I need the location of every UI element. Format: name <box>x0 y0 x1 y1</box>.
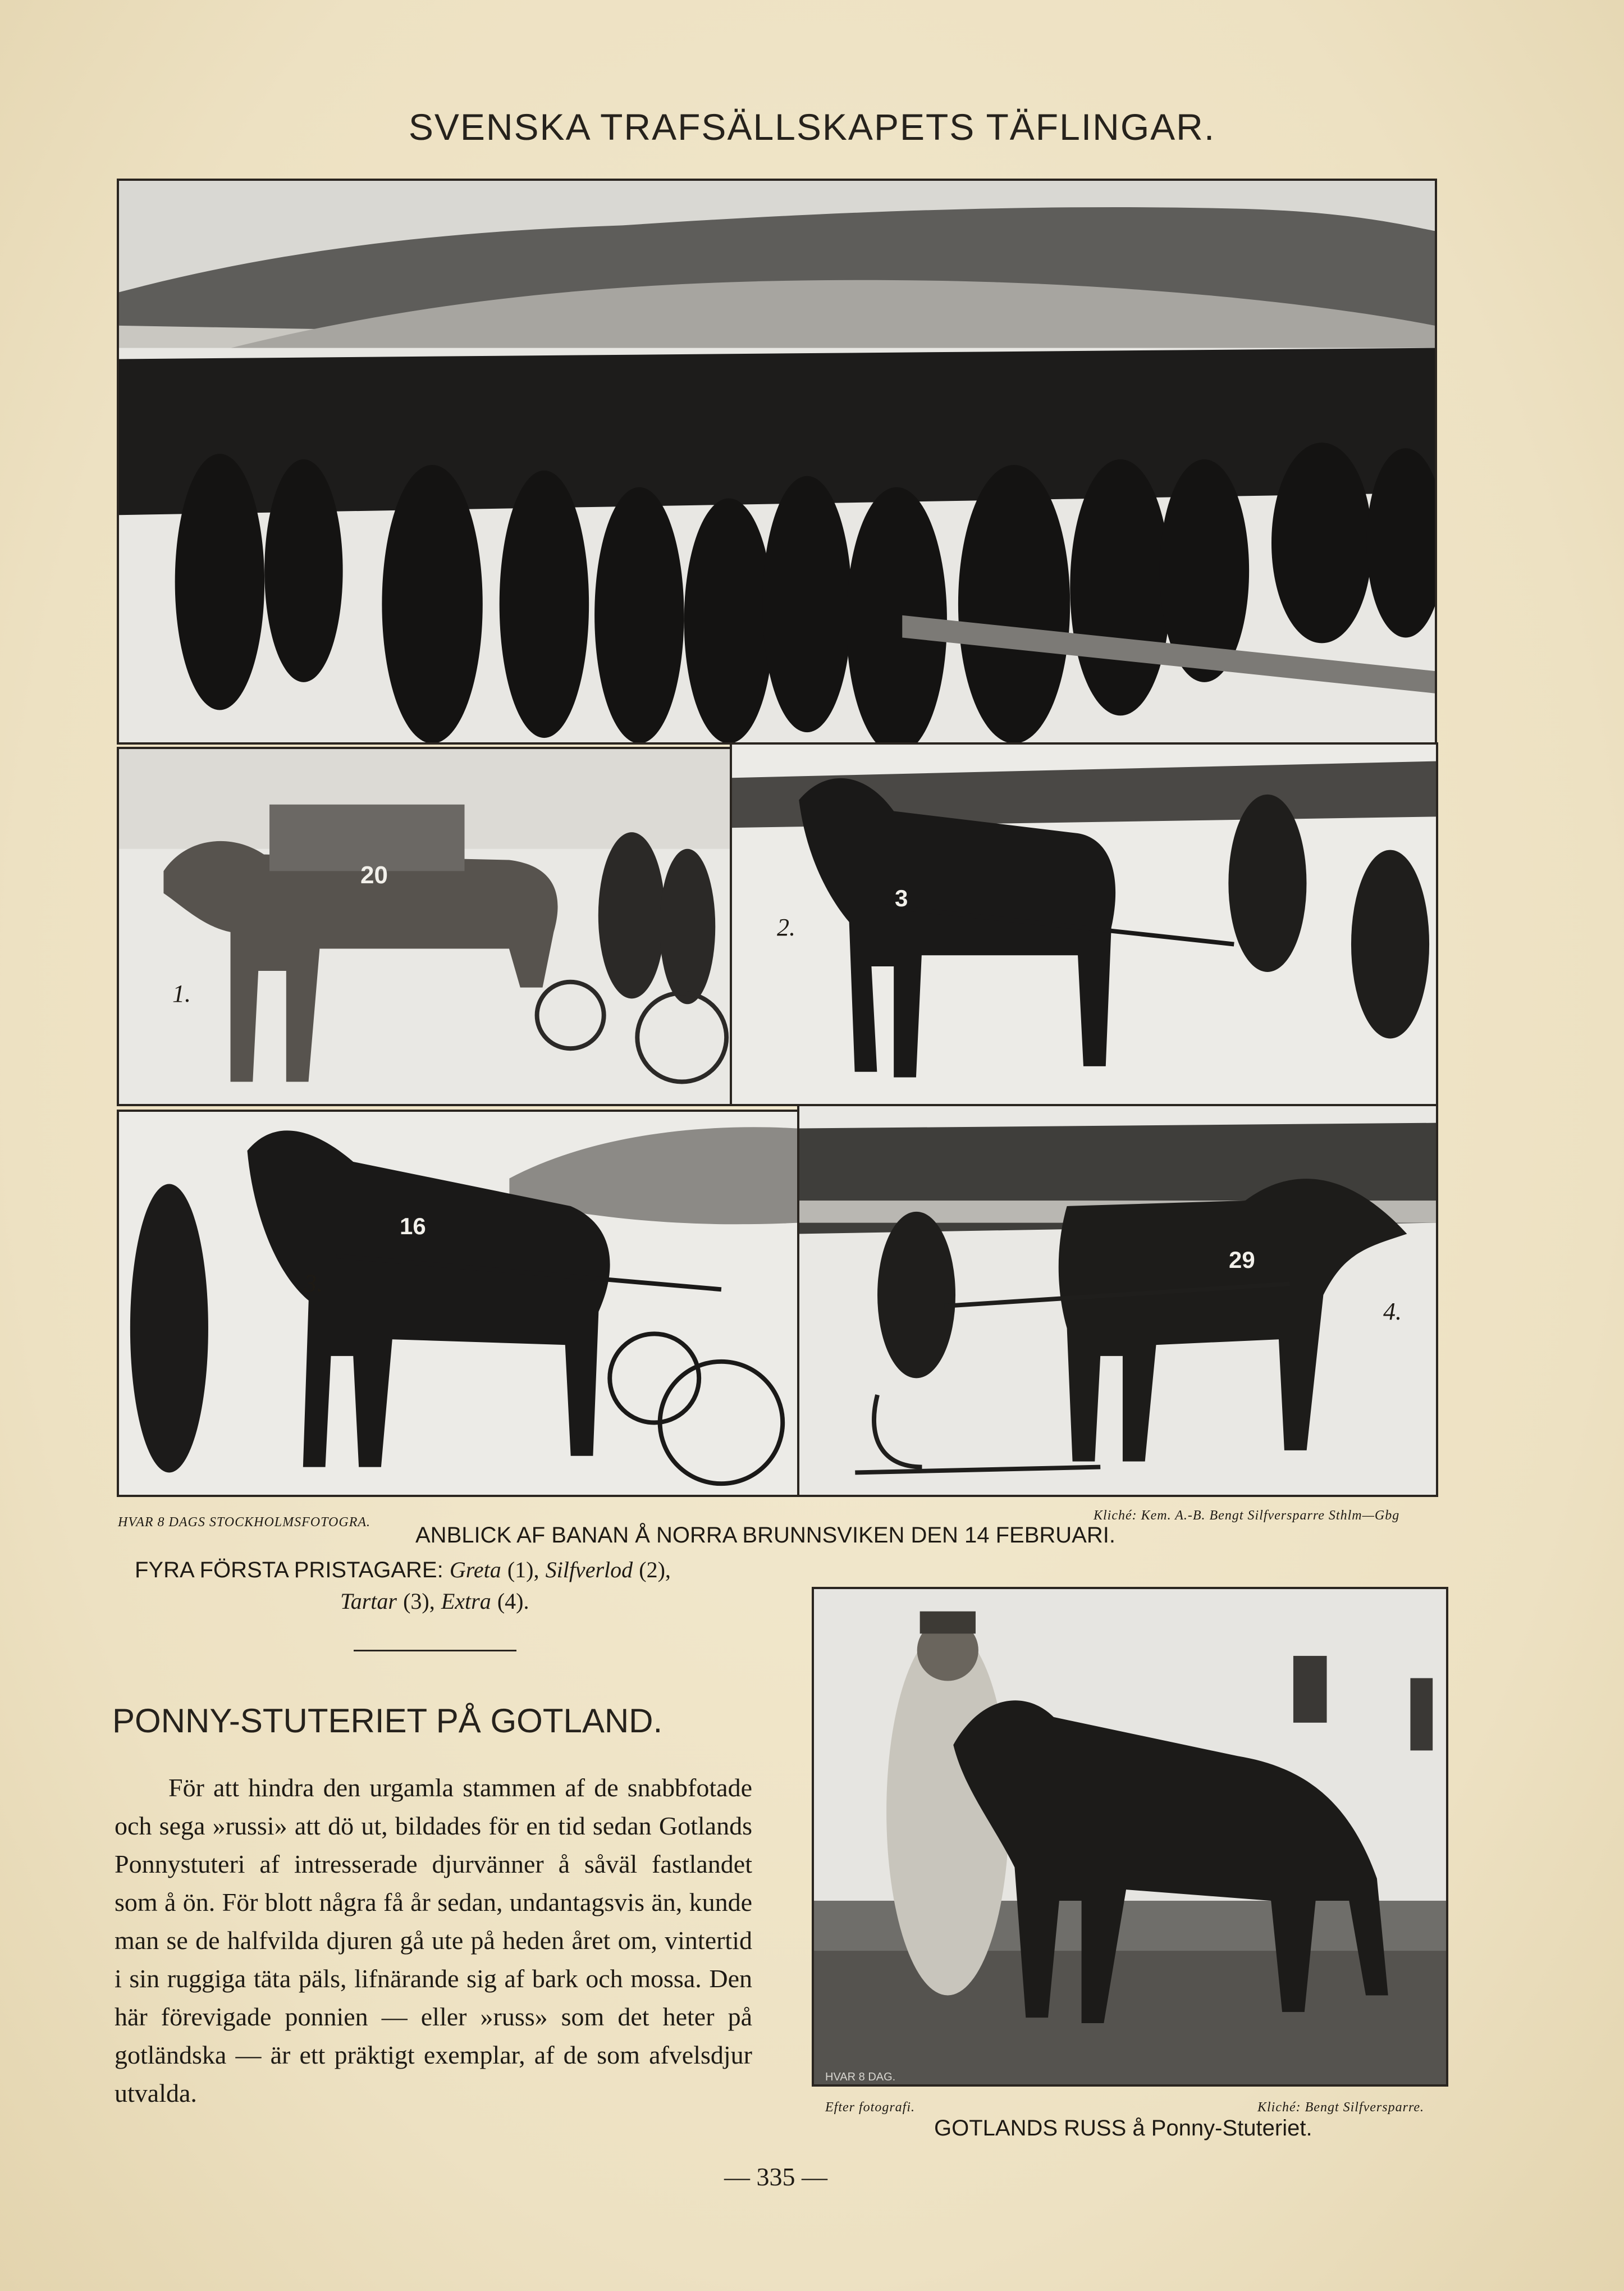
winner-name-3: Tartar <box>340 1589 397 1614</box>
winner-name-2: Silfverlod <box>545 1557 633 1582</box>
caption-winners <box>135 1554 752 1617</box>
bib-number-1: 20 <box>360 861 388 889</box>
photo-credit-right: Kliché: Kem. A.-B. Bengt Silfversparre Sthlm—Gbg <box>1094 1508 1400 1523</box>
photo-horse-2 <box>730 742 1438 1106</box>
page-number: — 335 — <box>724 2162 827 2191</box>
winner-rank-2: (2), <box>639 1557 671 1582</box>
bib-number-4: 29 <box>1229 1247 1255 1273</box>
bib-number-3: 16 <box>400 1213 426 1239</box>
pony-credit-left: Efter fotografi. <box>825 2100 915 2115</box>
photo-credit-left: HVAR 8 DAGS STOCKHOLMSFOTOGRA. <box>118 1515 371 1530</box>
photo-crowd <box>117 179 1437 745</box>
article-paragraph: För att hindra den urgamla stammen af de snabbfotade och sega »russi» att dö ut, bildades för en tid sedan Gotlands Ponnystuteri af intresserade djurvänner å såväl fastlandet som å ön. För blott några få år sedan, undantagsvis än, kunde man se de halfvilda djuren gå ute på heden året om, vintertid i sin ruggiga täta päls, lifnärande sig af bark och mossa. Den här förevigade ponnien — eller »russ» som det heter på gotländska — är ett präktigt exemplar, af de som afvelsdjur utvalda. <box>115 1773 752 2107</box>
pony-credit-right: Kliché: Bengt Silfversparre. <box>1257 2100 1425 2115</box>
winner-rank-3: (3), <box>403 1589 435 1614</box>
winner-name-1: Greta <box>449 1557 501 1582</box>
winner-name-4: Extra <box>441 1589 491 1614</box>
photo-number-3: 3. <box>304 1270 323 1297</box>
photo-number-2: 2. <box>777 914 795 941</box>
pony-photo-watermark: HVAR 8 DAG. <box>825 2071 896 2083</box>
page-header: SVENSKA TRAFSÄLLSKAPETS TÄFLINGAR. <box>408 106 1216 148</box>
photo-horse-1 <box>117 747 737 1106</box>
photo-horse-3 <box>117 1110 800 1497</box>
caption-main: ANBLICK AF BANAN Å NORRA BRUNNSVIKEN DEN 14 FEBRUARI. <box>415 1523 1115 1548</box>
photo-number-4: 4. <box>1383 1298 1402 1325</box>
article-title: PONNY-STUTERIET PÅ GOTLAND. <box>112 1702 663 1740</box>
photo-pony <box>812 1587 1448 2087</box>
photo-number-1: 1. <box>172 980 191 1007</box>
bib-number-2: 3 <box>895 885 908 911</box>
photo-horse-4 <box>797 1104 1438 1497</box>
winner-rank-4: (4). <box>497 1589 529 1614</box>
pony-caption: GOTLANDS RUSS å Ponny-Stuteriet. <box>934 2116 1312 2141</box>
caption-winners-prefix: FYRA FÖRSTA PRISTAGARE: <box>135 1558 443 1582</box>
section-divider <box>354 1650 516 1651</box>
winner-rank-1: (1), <box>507 1557 539 1582</box>
